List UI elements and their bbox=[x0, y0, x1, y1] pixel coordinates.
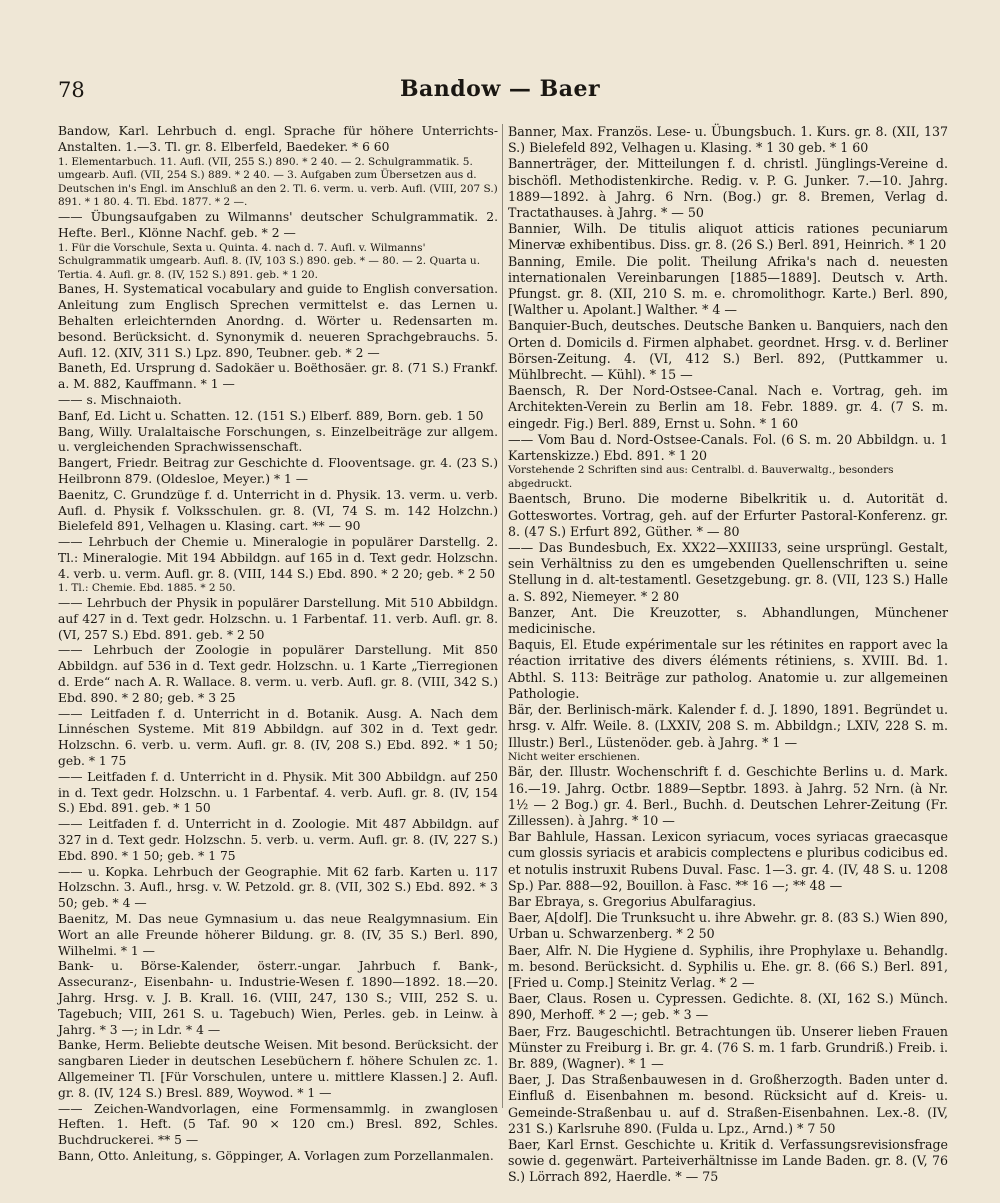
catalog-entry: Baer, Claus. Rosen u. Cypressen. Gedichte. 8. (XI, 162 S.) Münch. 890, Merhoff. * 2 —; geb. * 3 — bbox=[508, 991, 948, 1023]
catalog-entry: Banner, Max. Französ. Lese- u. Übungsbuch. 1. Kurs. gr. 8. (XII, 137 S.) Bielefeld 892, Velhagen u. Klasing. * 1 30 geb. * 1 60 bbox=[508, 124, 948, 156]
catalog-entry: Bär, der. Illustr. Wochenschrift f. d. Geschichte Berlins u. d. Mark. 16.—19. Jahrg. Octbr. 1889—Septbr. 1893. à Jahrg. 52 Nrn. (à Nr. 1½ — 2 Bog.) gr. 4. Berl., Buchh. d. Deutschen Lehrer-Zeitung (Fr. Zillessen). à Jahrg. * 10 — bbox=[508, 764, 948, 828]
catalog-entry: Bang, Willy. Uralaltaische Forschungen, s. Einzelbeiträge zur allgem. u. vergleichenden Sprachwissenschaft. bbox=[58, 424, 498, 455]
catalog-entry: —— s. Mischnaioth. bbox=[58, 392, 182, 407]
catalog-note: Nicht weiter erschienen. bbox=[508, 750, 641, 763]
catalog-entry: —— Leitfaden f. d. Unterricht in d. Physik. Mit 300 Abbildgn. auf 250 in d. Text gedr. Holzschn. u. 1 Farbentaf. 4. verb. Aufl. gr. 8. (IV, 154 S.) Ebd. 891. geb. * 1 50 bbox=[58, 769, 498, 816]
catalog-entry: Banke, Herm. Beliebte deutsche Weisen. Mit besond. Berücksicht. der sangbaren Lieder in deutschen Lesebüchern f. höhere Schulen zc. 1. Allgemeiner Tl. [Für Vorschulen, untere u. mittlere Klassen.] 2. Aufl. gr. 8. (IV, 124 S.) Bresl. 889, Woywod. * 1 — bbox=[58, 1038, 498, 1100]
page-number: 78 bbox=[58, 78, 85, 102]
catalog-entry: —— Leitfaden f. d. Unterricht in d. Botanik. Ausg. A. Nach dem Linnéschen Systeme. Mit 819 Abbildgn. auf 302 in d. Text gedr. Holzschn. 6. verb. u. verm. Aufl. gr. 8. (IV, 208 S.) Ebd. 892. * 1 50; geb. * 1 75 bbox=[58, 706, 498, 769]
catalog-entry: Baenitz, C. Grundzüge f. d. Unterricht in d. Physik. 13. verm. u. verb. Aufl. d. Physik f. Volksschulen. gr. 8. (VI, 74 S. m. 142 Holzchn.) Bielefeld 891, Velhagen u. Klasing. cart. ** — 90 bbox=[58, 487, 498, 534]
catalog-entry: Baentsch, Bruno. Die moderne Bibelkritik u. d. Autorität d. Gotteswortes. Vortrag, geh. auf der Erfurter Pastoral-Konferenz. gr. 8. (47 S.) Erfurt 892, Güther. * — 80 bbox=[508, 491, 948, 539]
catalog-entry: Bank- u. Börse-Kalender, österr.-ungar. Jahrbuch f. Bank-, Assecuranz-, Eisenbahn- u. Industrie-Wesen f. 1890—1892. 18.—20. Jahrg. Hrsg. v. J. B. Krall. 16. (VIII, 247, 130 S.; VIII, 252 S. u. Tagebuch; VIII, 261 S. u. Tagebuch) Wien, Perles. geb. in Leinw. à Jahrg. * 3 —; in Ldr. * 4 — bbox=[58, 959, 498, 1037]
catalog-entry: Baneth, Ed. Ursprung d. Sadokäer u. Boëthosäer. gr. 8. (71 S.) Frankf. a. M. 882, Kauffmann. * 1 — bbox=[58, 361, 498, 392]
catalog-entry: Banzer, Ant. Die Kreuzotter, s. Abhandlungen, Münchener medicinische. bbox=[508, 604, 948, 637]
catalog-entry: Baer, Alfr. N. Die Hygiene d. Syphilis, ihre Prophylaxe u. Behandlg. m. besond. Berücksicht. d. Syphilis u. Ehe. gr. 8. (66 S.) Berl. 891, [Fried u. Comp.] Steinitz Verlag. * 2 — bbox=[508, 942, 948, 990]
catalog-entry: Banquier-Buch, deutsches. Deutsche Banken u. Banquiers, nach den Orten d. Domicils d. Firmen alphabet. geordnet. Hrsg. v. d. Berliner Börsen-Zeitung. 4. (VI, 412 S.) Berl. 892, (Puttkammer u. Mühlbrecht. — Kühl). * 15 — bbox=[508, 318, 948, 383]
catalog-entry: —— Übungsaufgaben zu Wilmanns' deutscher Schulgrammatik. 2. Hefte. Berl., Klönne Nachf. geb. * 2 — bbox=[58, 209, 498, 240]
catalog-entry: —— Das Bundesbuch, Ex. XX22—XXIII33, seine ursprüngl. Gestalt, sein Verhältniss zu den es umgebenden Quellenschriften u. seine Stellung in d. alt-testamentl. Gesetzgebung. gr. 8. (VII, 123 S.) Halle a. S. 892, Niemeyer. * 2 80 bbox=[508, 540, 948, 604]
catalog-entry: —— Vom Bau d. Nord-Ostsee-Canals. Fol. (6 S. m. 20 Abbildgn. u. 1 Kartenskizze.) Ebd. 891. * 1 20 bbox=[508, 431, 948, 464]
catalog-entry: Baer, A[dolf]. Die Trunksucht u. ihre Abwehr. gr. 8. (83 S.) Wien 890, Urban u. Schwarzenberg. * 2 50 bbox=[508, 910, 948, 942]
catalog-entry: Bangert, Friedr. Beitrag zur Geschichte d. Flooventsage. gr. 4. (23 S.) Heilbronn 879. (Oldesloe, Meyer.) * 1 — bbox=[58, 456, 498, 486]
catalog-entry: Bar Ebraya, s. Gregorius Abulfaragius. bbox=[508, 893, 757, 909]
catalog-entry: —— Leitfaden f. d. Unterricht in d. Zoologie. Mit 487 Abbildgn. auf 327 in d. Text gedr. Holzschn. 5. verb. u. verm. Aufl. gr. 8. (IV, 227 S.) Ebd. 890. * 1 50; geb. * 1 75 bbox=[58, 817, 498, 863]
catalog-entry: —— Lehrbuch der Zoologie in populärer Darstellung. Mit 850 Abbildgn. auf 536 in d. Text gedr. Holzschn. u. 1 Karte „Tierregionen d. Erde“ nach A. R. Wallace. 8. verm. u. verb. Aufl. gr. 8. (VIII, 342 S.) Ebd. 890. * 2 80; geb. * 3 25 bbox=[58, 643, 498, 705]
catalog-entry: Banning, Emile. Die polit. Theilung Afrika's nach d. neuesten internationalen Vereinbarungen [1885—1889]. Deutsch v. Arth. Pfungst. gr. 8. (XII, 210 S. m. e. chromolithogr. Karte.) Berl. 890, [Walther u. Apolant.] Walther. * 4 — bbox=[508, 253, 948, 318]
catalog-entry: —— Lehrbuch der Chemie u. Mineralogie in populärer Darstellg. 2. Tl.: Mineralogie. Mit 194 Abbildgn. auf 165 in d. Text gedr. Holzschn. 4. verb. u. verm. Aufl. gr. 8. (VIII, 144 S.) Ebd. 890. * 2 20; geb. * 2 50 bbox=[58, 535, 498, 581]
catalog-entry: Bannerträger, der. Mitteilungen f. d. christl. Jünglings-Vereine d. bischöfl. Methodistenkirche. Redig. v. P. G. Junker. 7.—10. Jahrg. 1889—1892. à Jahrg. 6 Nrn. (Bog.) gr. 8. Bremen, Verlag d. Tractathauses. à Jahrg. * — 50 bbox=[508, 156, 948, 221]
running-title: Bandow — Baer bbox=[399, 76, 601, 102]
catalog-note: 1. Tl.: Chemie. Ebd. 1885. * 2 50. bbox=[58, 582, 236, 595]
column-divider bbox=[502, 124, 503, 1108]
catalog-entry: Bär, der. Berlinisch-märk. Kalender f. d. J. 1890, 1891. Begründet u. hrsg. v. Alfr. Weile. 8. (LXXIV, 208 S. m. Abbildgn.; LXIV, 228 S. m. Illustr.) Berl., Lüstenöder. geb. à Jahrg. * 1 — bbox=[508, 702, 948, 750]
catalog-entry: Bannier, Wilh. De titulis aliquot atticis rationes pecuniarum Minervæ exhibentibus. Diss. gr. 8. (26 S.) Berl. 891, Heinrich. * 1 20 bbox=[508, 221, 948, 253]
catalog-entry: Baensch, R. Der Nord-Ostsee-Canal. Nach e. Vortrag, geh. im Architekten-Verein zu Berlin am 18. Febr. 1889. gr. 4. (7 S. m. eingedr. Fig.) Berl. 889, Ernst u. Sohn. * 1 60 bbox=[508, 383, 948, 431]
right-column bbox=[508, 124, 948, 1186]
catalog-note: 1. Für die Vorschule, Sexta u. Quinta. 4. nach d. 7. Aufl. v. Wilmanns' Schulgrammatik umgearb. Aufl. 8. (IV, 103 S.) 890. geb. * — 80. — 2. Quarta u. Tertia. 4. Aufl. gr. 8. (IV, 152 S.) 891. geb. * 1 20. bbox=[58, 241, 481, 281]
catalog-note: Vorstehende 2 Schriften sind aus: Centralbl. d. Bauverwaltg., besonders abgedruckt. bbox=[508, 464, 894, 490]
catalog-entry: Bandow, Karl. Lehrbuch d. engl. Sprache für höhere Unterrichts-Anstalten. 1.—3. Tl. gr. 8. Elberfeld, Baedeker. * 6 60 bbox=[58, 124, 498, 154]
catalog-entry: —— Lehrbuch der Physik in populärer Darstellung. Mit 510 Abbildgn. auf 427 in d. Text gedr. Holzschn. u. 1 Farbentaf. 11. verb. Aufl. gr. 8. (VI, 257 S.) Ebd. 891. geb. * 2 50 bbox=[58, 596, 498, 642]
catalog-entry: Baer, Frz. Baugeschichtl. Betrachtungen üb. Unserer lieben Frauen Münster zu Freiburg i. Br. gr. 4. (76 S. m. 1 farb. Grundriß.) Freib. i. Br. 889, (Wagner). * 1 — bbox=[508, 1023, 948, 1071]
catalog-entry: Bann, Otto. Anleitung, s. Göppinger, A. Vorlagen zum Porzellanmalen. bbox=[58, 1148, 494, 1163]
catalog-entry: Baer, J. Das Straßenbauwesen in d. Großherzogth. Baden unter d. Einfluß d. Eisenbahnen m. besond. Rücksicht auf d. Kreis- u. Gemeinde-Straßenbau u. auf d. Straßen-Eisenbahnen. Lex.-8. (IV, 231 S.) Karlsruhe 890. (Fulda u. Lpz., Arnd.) * 7 50 bbox=[508, 1072, 948, 1136]
catalog-entry: Baer, Karl Ernst. Geschichte u. Kritik d. Verfassungsrevisionsfrage sowie d. gegenwärt. Parteiverhältnisse im Lande Baden. gr. 8. (V, 76 S.) Lörrach 892, Haerdle. * — 75 bbox=[508, 1136, 948, 1185]
left-column bbox=[58, 124, 498, 1165]
catalog-entry: Banes, H. Systematical vocabulary and guide to English conversation. Anleitung zum Englisch Sprechen vermittelst e. das Lernen u. Behalten erleichternden Anordng. d. Wörter u. Redensarten m. besond. Berücksicht. d. Synonymik d. neueren Sprachgebrauchs. 5. Aufl. 12. (XIV, 311 S.) Lpz. 890, Teubner. geb. * 2 — bbox=[58, 282, 498, 360]
catalog-note: 1. Elementarbuch. 11. Aufl. (VII, 255 S.) 890. * 2 40. — 2. Schulgrammatik. 5. umgearb. Aufl. (VII, 254 S.) 889. * 2 40. — 3. Aufgaben zum Übersetzen aus d. Deutschen in's Engl. im Anschluß an den 2. Tl. 6. verm. u. verb. Aufl. (VIII, 207 S.) 891. * 1 80. 4. Tl. Ebd. 1877. * 2 —. bbox=[58, 155, 498, 209]
catalog-entry: —— Zeichen-Wandvorlagen, eine Formensammlg. in zwanglosen Heften. 1. Heft. (5 Taf. 90 × 120 cm.) Bresl. 892, Schles. Buchdruckerei. ** 5 — bbox=[58, 1101, 498, 1148]
catalog-entry: Banf, Ed. Licht u. Schatten. 12. (151 S.) Elberf. 889, Born. geb. 1 50 bbox=[58, 408, 484, 423]
catalog-entry: Baenitz, M. Das neue Gymnasium u. das neue Realgymnasium. Ein Wort an alle Freunde höherer Bildung. gr. 8. (IV, 35 S.) Berl. 890, Wilhelmi. * 1 — bbox=[58, 912, 498, 958]
catalog-entry: Bar Bahlule, Hassan. Lexicon syriacum, voces syriacas graecasque cum glossis syriacis et arabicis complectens e pluribus codicibus ed. et notulis instruxit Rubens Duval. Fasc. 1—3. gr. 4. (IV, 48 S. u. 1208 Sp.) Par. 888—92, Bouillon. à Fasc. ** 16 —; ** 48 — bbox=[508, 829, 948, 893]
catalog-entry: Baquis, El. Etude expérimentale sur les rétinites en rapport avec la réaction irritative des divers éléments rétiniens, s. XVIII. Bd. 1. Abthl. S. 113: Beiträge zur patholog. Anatomie u. zur allgemeinen Pathologie. bbox=[508, 637, 948, 701]
page-header bbox=[0, 70, 1000, 110]
catalog-entry: —— u. Kopka. Lehrbuch der Geographie. Mit 62 farb. Karten u. 117 Holzschn. 3. Aufl., hrsg. v. W. Petzold. gr. 8. (VII, 302 S.) Ebd. 892. * 3 50; geb. * 4 — bbox=[58, 864, 498, 911]
